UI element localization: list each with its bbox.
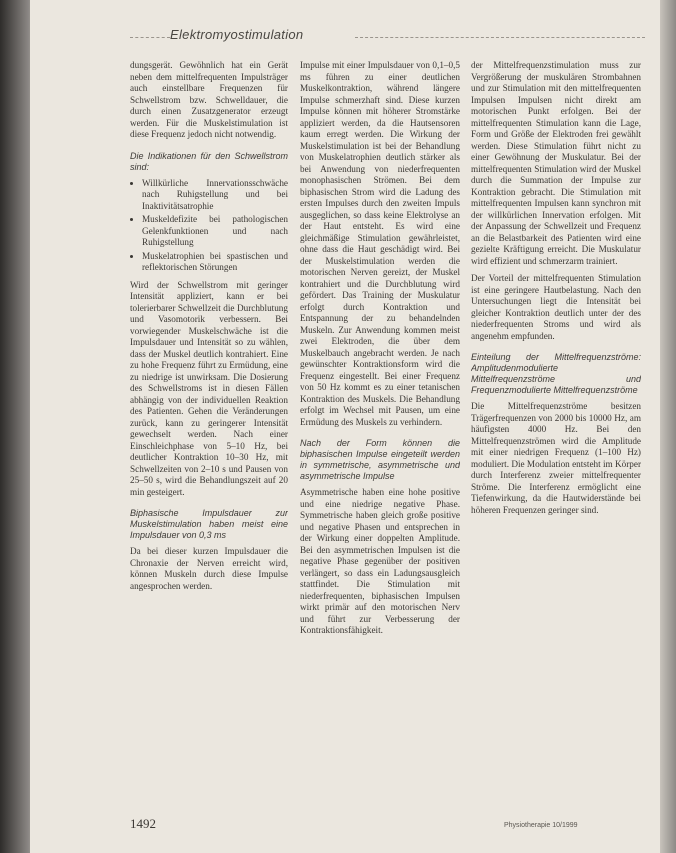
- header-rule-right: [355, 37, 645, 38]
- indications-heading: Die Indikationen für den Schwellstrom sind:: [130, 150, 288, 172]
- column3-body: der Mittelfrequenzstimulation muss zur Vergrößerung der muskulären Strombahnen und zur Stimulation mit den mittelfrequenten Impulsen Impulsen nicht direkt am motorischen Punkt erfolgen. Bei der mittelfrequenten Stimulation kann die Lage, Form und Größe der Elektroden frei gewählt werden. Diese Stimulation führt nicht zu einer Gewöhnung der Muskulatur. Bei der mittelfrequenten Stimulation wird der Muskel durch die Summation der Impulse zur Kontraktion gebracht. Die Stimulation mit mittelfrequenten Impulsen kann synchron mit der willkürlichen Innervation erfolgen. Mit der Anpassung der Schwellzeit und Frequenz an die Belastbarkeit des Patienten wird eine gezielte Kräftigung erreicht. Die Muskulatur wird effizient und schmerzarm trainiert.: [471, 60, 641, 266]
- document-page: [30, 0, 660, 853]
- indication-item: • Muskelatrophien bei spastischen und reflektorischen Störungen: [142, 251, 288, 274]
- column3-body3: Die Mittelfrequenzströme besitzen Trägerfrequenzen von 2000 bis 10000 Hz, am häufigsten 4000 Hz. Bei den Mittelfrequenzströmen wird die Amplitude mit einer niedrigen Frequenz (1–100 Hz) moduliert. Die Modulation entsteht im Körper durch Interferenz zweier mittelfrequenter Ströme. Die Interferenz ermöglicht eine Tiefenwirkung, da die Hautwiderstände bei höheren Frequenzen geringer sind.: [471, 401, 641, 515]
- biphasic-heading: Biphasische Impulsdauer zur Muskelstimulation haben meist eine Impulsdauer von 0,3 ms: [130, 508, 288, 540]
- running-header: Elektromyostimulation: [170, 27, 304, 42]
- indication-item: • Muskeldefizite bei pathologischen Gelenkfunktionen und nach Ruhigstellung: [142, 214, 288, 249]
- text-column-1: [130, 60, 288, 760]
- impulse-form-heading: Nach der Form können die biphasischen Impulse eingeteilt werden in symmetrische, asymmetrische und asymmetrische Impulse: [300, 438, 460, 481]
- column1-intro: dungsgerät. Gewöhnlich hat ein Gerät neben dem mittelfrequenten Impulsträger auch einstellbare Frequenzen für Schwellstrom bzw. Schwelldauer, die durch einen Zusatzgenerator erzeugt werden. Für die Muskelstimulation ist diese Frequenz jedoch nicht notwendig.: [130, 60, 288, 139]
- footer-reference: Physiotherapie 10/1999: [504, 822, 578, 829]
- biphasic-body: Da bei dieser kurzen Impulsdauer die Chronaxie der Nerven erreicht wird, können Muskeln durch diese Impulse angesprochen werden.: [130, 546, 288, 591]
- text-column-3: [471, 60, 641, 820]
- column2-body: Impulse mit einer Impulsdauer von 0,1–0,5 ms führen zu einer deutlichen Muskelkontraktion, während längere Impulse schmerzhaft sind. Diese kurzen Impulse können mit höherer Stromstärke appliziert werden, da die Hautsensoren kaum erregt werden. Die Wirkung der Muskelstimulation ist bei der Behandlung von Muskelatrophien deutlich stärker als bei Anwendung von niederfrequenten monophasischen Strömen. Bei dem biphasischen Strom wird die Ladung des ersten Impulses durch den zweiten Impuls ausgeglichen, so dass keine Elektrolyse an der Haut entsteht. Es wird eine gleichmäßige Stimulation gewährleistet, ohne dass die Haut geschädigt wird. Bei der Muskelstimulation werden die motorischen Nerven gereizt, der Muskel kontrahiert und die Durchblutung wird gefördert. Das Training der Muskulatur erfolgt durch Kontraktion und Entspannung der zu behandelnden Muskeln. Zur Anwendung kommen meist zwei Elektroden, die über dem Muskelbauch angebracht werden. Je nach gewünschter Kontraktionsform wird die Frequenz eingestellt. Bei einer Frequenz von 50 Hz kommt es zu einer tetanischen Kontraktion des Muskels. Die Behandlung erfolgt im Wechsel mit Pausen, um eine Ermüdung des Muskels zu verhindern.: [300, 60, 460, 427]
- column3-body2: Der Vorteil der mittelfrequenten Stimulation ist eine geringere Hautbelastung. Nach den Untersuchungen liegt die Intensität bei gleicher Kontraktion deutlich unter der des niederfrequenten Stroms und wird als angenehm empfunden.: [471, 273, 641, 341]
- page-number: 1492: [130, 816, 156, 831]
- column2-symmetric: Asymmetrische haben eine hohe positive und eine niedrige negative Phase. Symmetrische haben gleich große positive und negative Phasen und entsprechen in der Wirkung einer doppelten Amplitude. Bei den asymmetrischen Impulsen ist die negative Phase gegenüber der positiven verlängert, so dass ein Ladungsausgleich stattfindet. Die Stimulation mit niederfrequenten, biphasischen Impulsen wirkt primär auf den motorischen Nerv und führt zur Verbesserung der Kontraktionsfähigkeit.: [300, 487, 460, 635]
- indications-list: [130, 178, 288, 274]
- column1-body: Wird der Schwellstrom mit geringer Intensität appliziert, kann er bei tolerierbarer Schwellzeit die Durchblutung und Vasomotorik verbessern. Bei vorwiegender Muskelschwäche ist die Impulsdauer und Intensität so zu wählen, dass der Muskel deutlich kontrahiert. Eine zu hohe Frequenz führt zu Ermüdung, eine zu niedrige ist unwirksam. Die Dosierung des Schwellstroms ist in diesen Fällen abhängig von der individuellen Reaktion des Patienten. Gehen die Veränderungen zurück, kann zu geringerer Intensität gewechselt werden. Nach einer Einschleichphase von 5–10 Hz, bei deutlicher Kontraktion 10–30 Hz, mit Schwellzeiten von 2–10 s und Pausen von 25–50 s, wird die Behandlungszeit auf 20 min gesteigert.: [130, 279, 288, 497]
- text-column-2: [300, 60, 460, 820]
- header-rule-left: [130, 37, 170, 38]
- mittelfrequenz-heading: Einteilung der Mittelfrequenzströme: Amplitudenmodulierte Mittelfrequenzströme und Frequenzmodulierte Mittelfrequenzströme: [471, 352, 641, 395]
- indication-item: • Willkürliche Innervationsschwäche nach Ruhigstellung und bei Inaktivitätsatrophie: [142, 178, 288, 213]
